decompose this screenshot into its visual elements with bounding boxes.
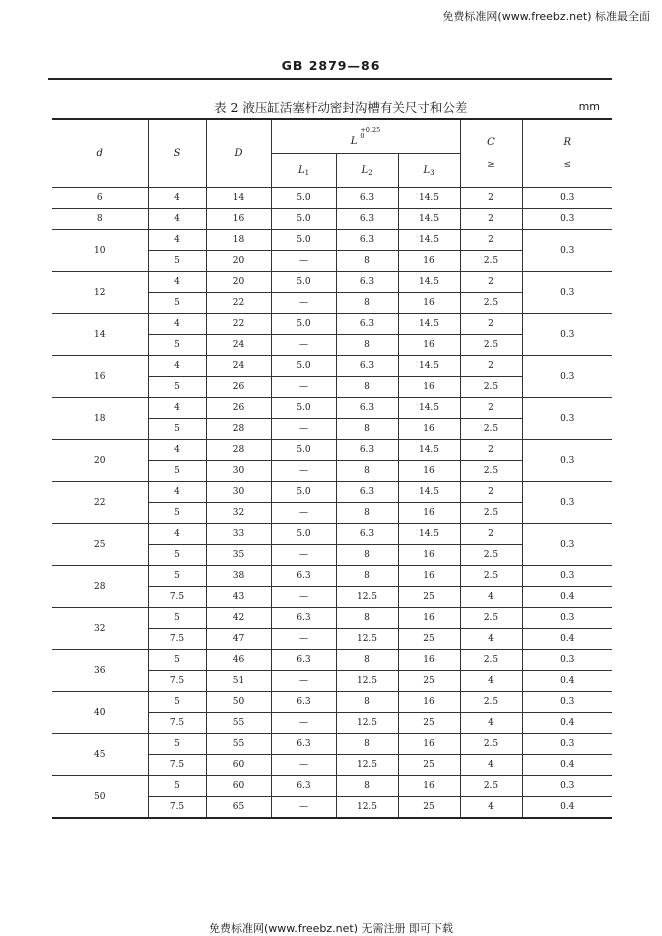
cell-l1: 6.3: [271, 566, 336, 587]
cell-D: 22: [206, 314, 271, 335]
header-C: [460, 119, 522, 188]
cell-l1: 6.3: [271, 692, 336, 713]
cell-l2: 8: [336, 251, 398, 272]
cell-l3: 16: [398, 608, 460, 629]
cell-l2: 8: [336, 419, 398, 440]
cell-s: 7.5: [148, 713, 206, 734]
cell-D: 50: [206, 692, 271, 713]
cell-l3: 25: [398, 755, 460, 776]
cell-l1: —: [271, 335, 336, 356]
cell-r: 0.3: [522, 440, 612, 482]
standard-code: GB 2879—86: [281, 58, 381, 73]
table-row: [52, 230, 612, 251]
cell-D: 38: [206, 566, 271, 587]
cell-r: 0.3: [522, 566, 612, 587]
cell-c: 2.5: [460, 461, 522, 482]
header-L3-symbol: L: [423, 164, 431, 176]
cell-c: 2: [460, 314, 522, 335]
cell-d: 10: [52, 230, 148, 272]
cell-D: 20: [206, 272, 271, 293]
header-L3: [398, 154, 460, 188]
cell-s: 5: [148, 293, 206, 314]
cell-c: 2: [460, 356, 522, 377]
cell-D: 32: [206, 503, 271, 524]
cell-l3: 16: [398, 566, 460, 587]
cell-l1: —: [271, 671, 336, 692]
cell-s: 7.5: [148, 629, 206, 650]
cell-s: 5: [148, 461, 206, 482]
cell-l2: 6.3: [336, 230, 398, 251]
cell-c: 2.5: [460, 650, 522, 671]
cell-l2: 12.5: [336, 671, 398, 692]
header-L2: [336, 154, 398, 188]
cell-s: 5: [148, 419, 206, 440]
cell-l2: 8: [336, 776, 398, 797]
table-row: [52, 692, 612, 713]
cell-c: 4: [460, 629, 522, 650]
cell-D: 42: [206, 608, 271, 629]
cell-D: 18: [206, 230, 271, 251]
cell-l2: 8: [336, 545, 398, 566]
cell-s: 7.5: [148, 587, 206, 608]
cell-r: 0.4: [522, 671, 612, 692]
cell-c: 2.5: [460, 545, 522, 566]
cell-c: 2: [460, 272, 522, 293]
cell-D: 47: [206, 629, 271, 650]
cell-l3: 14.5: [398, 272, 460, 293]
cell-r: 0.3: [522, 209, 612, 230]
cell-l3: 14.5: [398, 188, 460, 209]
cell-l3: 14.5: [398, 482, 460, 503]
header-L-tolerance: [360, 127, 380, 139]
header-L1: [271, 154, 336, 188]
table-row: [52, 482, 612, 503]
cell-s: 5: [148, 251, 206, 272]
cell-l2: 6.3: [336, 272, 398, 293]
cell-c: 2.5: [460, 419, 522, 440]
cell-D: 28: [206, 440, 271, 461]
cell-r: 0.3: [522, 608, 612, 629]
cell-l1: 6.3: [271, 650, 336, 671]
cell-r: 0.4: [522, 629, 612, 650]
cell-r: 0.3: [522, 524, 612, 566]
cell-l2: 6.3: [336, 482, 398, 503]
cell-l2: 6.3: [336, 440, 398, 461]
site-watermark-bottom: 免费标准网(www.freebz.net) 无需注册 即可下载: [208, 922, 454, 935]
cell-l3: 14.5: [398, 356, 460, 377]
cell-l2: 6.3: [336, 209, 398, 230]
cell-l1: 5.0: [271, 188, 336, 209]
cell-s: 5: [148, 608, 206, 629]
table-row: [52, 524, 612, 545]
cell-l1: 5.0: [271, 272, 336, 293]
cell-l3: 25: [398, 587, 460, 608]
cell-l1: —: [271, 377, 336, 398]
cell-s: 5: [148, 566, 206, 587]
cell-r: 0.4: [522, 713, 612, 734]
cell-l3: 14.5: [398, 209, 460, 230]
cell-l1: —: [271, 587, 336, 608]
cell-l3: 16: [398, 377, 460, 398]
cell-c: 2.5: [460, 692, 522, 713]
cell-l2: 6.3: [336, 398, 398, 419]
cell-r: 0.3: [522, 692, 612, 713]
cell-c: 2.5: [460, 608, 522, 629]
table-caption: 表 2 液压缸活塞杆动密封沟槽有关尺寸和公差: [214, 100, 468, 115]
cell-r: 0.3: [522, 188, 612, 209]
header-s: S: [148, 119, 206, 188]
cell-r: 0.3: [522, 776, 612, 797]
cell-s: 7.5: [148, 755, 206, 776]
cell-s: 4: [148, 524, 206, 545]
cell-c: 2.5: [460, 293, 522, 314]
cell-D: 30: [206, 461, 271, 482]
table-row: [52, 272, 612, 293]
cell-l3: 16: [398, 692, 460, 713]
cell-l1: —: [271, 545, 336, 566]
cell-l3: 16: [398, 503, 460, 524]
cell-s: 4: [148, 398, 206, 419]
cell-l2: 12.5: [336, 797, 398, 819]
cell-l1: 5.0: [271, 398, 336, 419]
header-L1-subscript: 1: [304, 168, 310, 177]
header-L3-subscript: 3: [430, 168, 435, 177]
cell-l1: 5.0: [271, 209, 336, 230]
cell-s: 5: [148, 692, 206, 713]
cell-D: 26: [206, 377, 271, 398]
cell-D: 46: [206, 650, 271, 671]
cell-l1: 6.3: [271, 776, 336, 797]
cell-r: 0.3: [522, 734, 612, 755]
cell-s: 4: [148, 230, 206, 251]
cell-d: 16: [52, 356, 148, 398]
table-row: [52, 209, 612, 230]
cell-l2: 6.3: [336, 188, 398, 209]
cell-D: 14: [206, 188, 271, 209]
cell-l1: —: [271, 503, 336, 524]
cell-D: 43: [206, 587, 271, 608]
cell-l3: 25: [398, 671, 460, 692]
table-row: [52, 650, 612, 671]
groove-dimensions-table: [52, 118, 612, 819]
cell-D: 24: [206, 356, 271, 377]
cell-D: 30: [206, 482, 271, 503]
cell-D: 16: [206, 209, 271, 230]
cell-l2: 8: [336, 566, 398, 587]
table-row: [52, 566, 612, 587]
header-d: d: [52, 119, 148, 188]
header-C-symbol: C: [487, 137, 495, 148]
cell-d: 28: [52, 566, 148, 608]
cell-l1: —: [271, 461, 336, 482]
cell-l2: 8: [336, 608, 398, 629]
cell-r: 0.3: [522, 482, 612, 524]
cell-l3: 14.5: [398, 230, 460, 251]
cell-l1: 6.3: [271, 734, 336, 755]
cell-D: 55: [206, 734, 271, 755]
cell-D: 65: [206, 797, 271, 819]
cell-s: 7.5: [148, 671, 206, 692]
table-row: [52, 734, 612, 755]
cell-s: 4: [148, 272, 206, 293]
cell-d: 36: [52, 650, 148, 692]
cell-l2: 12.5: [336, 755, 398, 776]
cell-c: 2.5: [460, 335, 522, 356]
cell-l2: 8: [336, 650, 398, 671]
cell-c: 2.5: [460, 377, 522, 398]
cell-l2: 8: [336, 461, 398, 482]
cell-c: 4: [460, 713, 522, 734]
cell-l3: 16: [398, 251, 460, 272]
cell-r: 0.3: [522, 272, 612, 314]
cell-D: 20: [206, 251, 271, 272]
tolerance-lower: 0: [360, 131, 365, 140]
cell-r: 0.3: [522, 230, 612, 272]
header-L2-subscript: 2: [368, 168, 373, 177]
cell-l2: 8: [336, 293, 398, 314]
cell-s: 4: [148, 440, 206, 461]
table-row: [52, 314, 612, 335]
cell-c: 2: [460, 398, 522, 419]
header-R-symbol: R: [563, 137, 572, 148]
cell-d: 14: [52, 314, 148, 356]
cell-l1: 5.0: [271, 356, 336, 377]
cell-d: 32: [52, 608, 148, 650]
cell-c: 2: [460, 230, 522, 251]
cell-s: 7.5: [148, 797, 206, 819]
cell-c: 2.5: [460, 734, 522, 755]
cell-r: 0.4: [522, 797, 612, 819]
header-R-relation: ≤: [563, 160, 572, 170]
cell-l1: —: [271, 797, 336, 819]
cell-l3: 14.5: [398, 314, 460, 335]
cell-c: 2.5: [460, 776, 522, 797]
site-watermark-top: 免费标准网(www.freebz.net) 标准最全面: [442, 10, 650, 23]
cell-c: 4: [460, 797, 522, 819]
cell-c: 2: [460, 482, 522, 503]
cell-l2: 6.3: [336, 524, 398, 545]
cell-d: 6: [52, 188, 148, 209]
cell-s: 5: [148, 776, 206, 797]
cell-s: 5: [148, 650, 206, 671]
table-row: [52, 188, 612, 209]
cell-l1: —: [271, 251, 336, 272]
cell-l3: 16: [398, 419, 460, 440]
cell-l1: —: [271, 713, 336, 734]
cell-l1: 5.0: [271, 524, 336, 545]
cell-D: 60: [206, 776, 271, 797]
cell-l1: —: [271, 629, 336, 650]
cell-c: 2: [460, 524, 522, 545]
cell-l1: 5.0: [271, 314, 336, 335]
cell-c: 2: [460, 440, 522, 461]
cell-D: 24: [206, 335, 271, 356]
cell-l2: 8: [336, 503, 398, 524]
cell-c: 4: [460, 587, 522, 608]
cell-c: 2.5: [460, 251, 522, 272]
cell-d: 50: [52, 776, 148, 819]
cell-l3: 16: [398, 335, 460, 356]
cell-s: 5: [148, 503, 206, 524]
cell-r: 0.4: [522, 587, 612, 608]
cell-D: 60: [206, 755, 271, 776]
table-row: [52, 776, 612, 797]
cell-r: 0.3: [522, 650, 612, 671]
cell-r: 0.3: [522, 356, 612, 398]
cell-l2: 8: [336, 377, 398, 398]
cell-l1: 5.0: [271, 482, 336, 503]
table-row: [52, 608, 612, 629]
cell-l3: 16: [398, 293, 460, 314]
cell-s: 5: [148, 377, 206, 398]
cell-d: 20: [52, 440, 148, 482]
cell-l3: 16: [398, 734, 460, 755]
cell-l2: 12.5: [336, 629, 398, 650]
cell-d: 45: [52, 734, 148, 776]
header-C-relation: ≥: [487, 160, 495, 170]
cell-c: 4: [460, 755, 522, 776]
cell-l2: 8: [336, 692, 398, 713]
cell-s: 5: [148, 335, 206, 356]
cell-s: 5: [148, 545, 206, 566]
header-D: D: [206, 119, 271, 188]
cell-l3: 16: [398, 545, 460, 566]
cell-l2: 12.5: [336, 713, 398, 734]
header-L: [271, 119, 460, 154]
cell-l3: 14.5: [398, 440, 460, 461]
cell-s: 4: [148, 188, 206, 209]
table-row: [52, 398, 612, 419]
cell-s: 4: [148, 314, 206, 335]
cell-s: 4: [148, 356, 206, 377]
cell-l2: 12.5: [336, 587, 398, 608]
cell-l1: 5.0: [271, 230, 336, 251]
cell-l1: 5.0: [271, 440, 336, 461]
cell-l3: 16: [398, 776, 460, 797]
cell-D: 33: [206, 524, 271, 545]
cell-s: 4: [148, 209, 206, 230]
cell-s: 5: [148, 734, 206, 755]
cell-d: 8: [52, 209, 148, 230]
cell-D: 35: [206, 545, 271, 566]
tolerance-upper: +0.25: [360, 125, 381, 134]
cell-l3: 25: [398, 629, 460, 650]
cell-l3: 14.5: [398, 524, 460, 545]
header-L-symbol: L: [350, 135, 358, 147]
cell-D: 22: [206, 293, 271, 314]
unit-label: mm: [578, 100, 600, 113]
cell-D: 28: [206, 419, 271, 440]
cell-l3: 25: [398, 713, 460, 734]
cell-l2: 8: [336, 734, 398, 755]
cell-s: 4: [148, 482, 206, 503]
cell-l1: —: [271, 419, 336, 440]
cell-c: 4: [460, 671, 522, 692]
table-row: [52, 440, 612, 461]
cell-c: 2.5: [460, 566, 522, 587]
cell-l3: 25: [398, 797, 460, 819]
cell-l3: 16: [398, 650, 460, 671]
header-R: [522, 119, 612, 188]
cell-l1: 6.3: [271, 608, 336, 629]
cell-d: 40: [52, 692, 148, 734]
cell-l3: 14.5: [398, 398, 460, 419]
header-L1-symbol: L: [297, 164, 305, 176]
cell-c: 2.5: [460, 503, 522, 524]
cell-d: 25: [52, 524, 148, 566]
cell-c: 2: [460, 209, 522, 230]
cell-d: 12: [52, 272, 148, 314]
header-rule: [48, 78, 612, 80]
cell-l3: 16: [398, 461, 460, 482]
cell-r: 0.3: [522, 314, 612, 356]
table-row: [52, 356, 612, 377]
cell-D: 26: [206, 398, 271, 419]
cell-d: 22: [52, 482, 148, 524]
cell-l1: —: [271, 755, 336, 776]
cell-l2: 8: [336, 335, 398, 356]
cell-l1: —: [271, 293, 336, 314]
cell-c: 2: [460, 188, 522, 209]
cell-r: 0.4: [522, 755, 612, 776]
cell-D: 55: [206, 713, 271, 734]
cell-l2: 6.3: [336, 314, 398, 335]
cell-d: 18: [52, 398, 148, 440]
cell-l2: 6.3: [336, 356, 398, 377]
cell-D: 51: [206, 671, 271, 692]
cell-r: 0.3: [522, 398, 612, 440]
header-L2-symbol: L: [361, 164, 369, 176]
